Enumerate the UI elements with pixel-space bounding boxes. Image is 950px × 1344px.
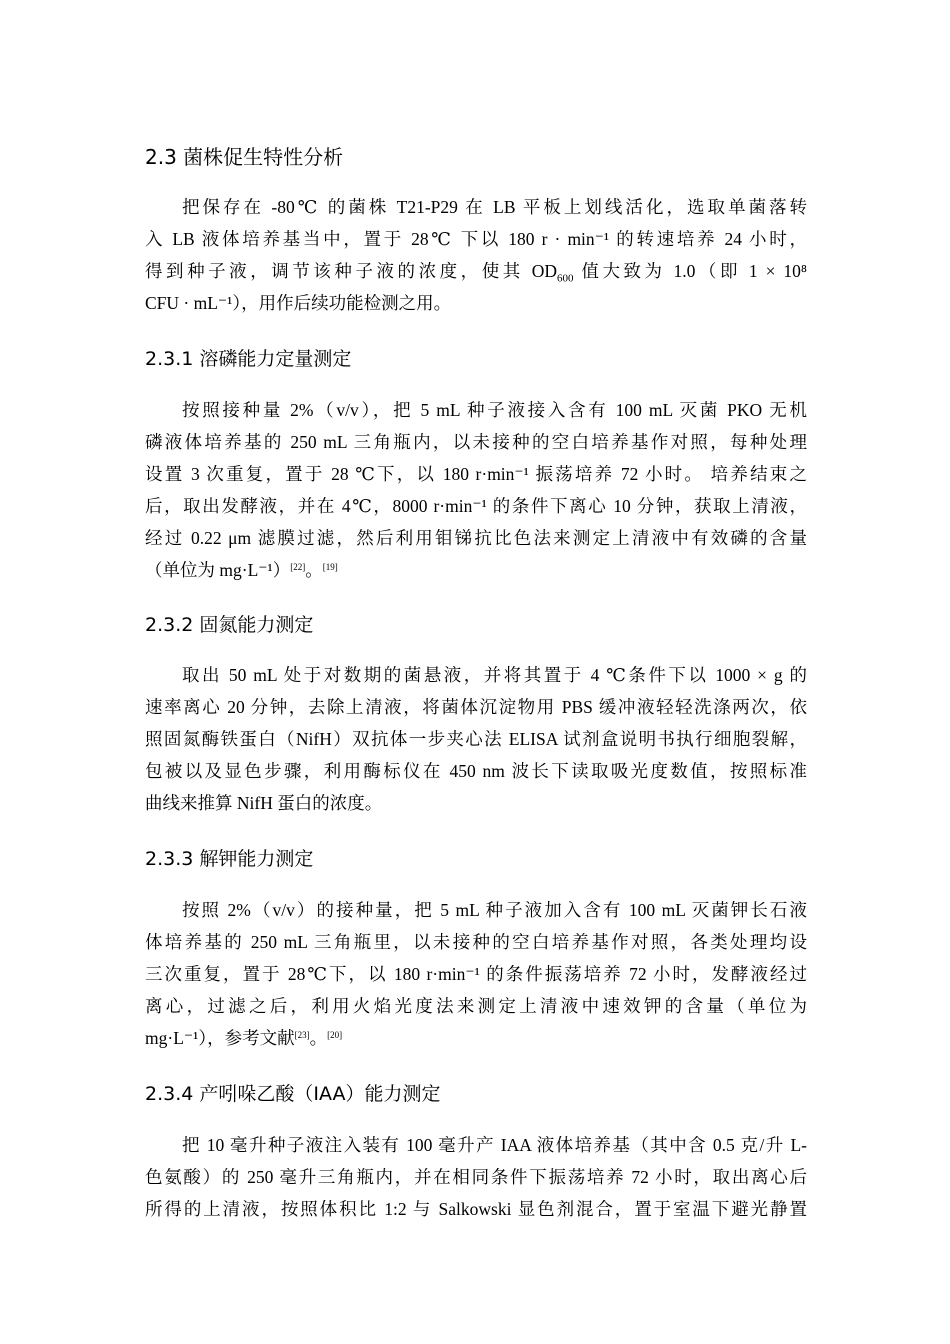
citation-ref: [20] bbox=[327, 1030, 343, 1040]
paragraph-line: 磷液体培养基的 250 mL 三角瓶内，以未接种的空白培养基作对照，每种处理 bbox=[145, 432, 807, 452]
paragraph-line: （单位为 mg·L⁻¹）[22]。[19] bbox=[145, 560, 338, 580]
paragraph-2-3 bbox=[145, 191, 807, 319]
paragraph-line: 三次重复，置于 28℃下，以 180 r·min⁻¹ 的条件振荡培养 72 小时，发酵液经过 bbox=[145, 964, 807, 984]
paragraph-line: 色氨酸）的 250 毫升三角瓶内，并在相同条件下振荡培养 72 小时，取出离心后 bbox=[145, 1167, 807, 1187]
subscript-600: 600 bbox=[556, 272, 574, 285]
section-heading-2-3-1: 2.3.1 溶磷能力定量测定 bbox=[145, 348, 352, 370]
paragraph-line: 离心，过滤之后，利用火焰光度法来测定上清液中速效钾的含量（单位为 bbox=[145, 996, 807, 1016]
paragraph-line: 后，取出发酵液，并在 4℃，8000 r·min⁻¹ 的条件下离心 10 分钟，获取上清液， bbox=[145, 496, 807, 516]
paragraph-line: 照固氮酶铁蛋白（NifH）双抗体一步夹心法 ELISA 试剂盒说明书执行细胞裂解， bbox=[145, 729, 807, 749]
section-heading-2-3-2: 2.3.2 固氮能力测定 bbox=[145, 614, 314, 636]
paragraph-line: 按照接种量 2%（v/v），把 5 mL 种子液接入含有 100 mL 灭菌 PKO 无机 bbox=[182, 400, 807, 420]
paragraph-line: 曲线来推算 NifH 蛋白的浓度。 bbox=[145, 793, 383, 813]
citation-ref: [22] bbox=[290, 562, 306, 572]
paragraph-line: 取出 50 mL 处于对数期的菌悬液，并将其置于 4 ℃条件下以 1000 × g 的 bbox=[182, 665, 807, 685]
paragraph-2-3-3 bbox=[145, 894, 807, 1054]
section-heading-2-3-4: 2.3.4 产吲哚乙酸（IAA）能力测定 bbox=[145, 1083, 441, 1105]
paragraph-2-3-1 bbox=[145, 394, 807, 586]
citation-ref: [23] bbox=[294, 1030, 310, 1040]
paragraph-line: CFU · mL⁻¹），用作后续功能检测之用。 bbox=[145, 293, 452, 313]
paragraph-line: 得到种子液，调节该种子液的浓度，使其 $OD_{600}$ 值大致为 1.0（即 1 × 10⁸ bbox=[145, 261, 807, 285]
paragraph-line: 体培养基的 250 mL 三角瓶里，以未接种的空白培养基作对照，各类处理均设 bbox=[145, 932, 807, 952]
paragraph-2-3-4 bbox=[145, 1129, 807, 1225]
paragraph-line: 设置 3 次重复，置于 28 ℃下，以 180 r·min⁻¹ 振荡培养 72 小时。 培养结束之 bbox=[145, 464, 807, 484]
paragraph-line: 按照 2%（v/v）的接种量，把 5 mL 种子液加入含有 100 mL 灭菌钾长石液 bbox=[182, 900, 807, 920]
paragraph-2-3-2 bbox=[145, 659, 807, 819]
paragraph-line: 所得的上清液，按照体积比 1:2 与 Salkowski 显色剂混合，置于室温下避光静置 bbox=[145, 1199, 807, 1219]
section-heading-2-3: 2.3 菌株促生特性分析 bbox=[145, 145, 344, 169]
paragraph-line: 把保存在 -80℃ 的菌株 T21-P29 在 LB 平板上划线活化，选取单菌落转 bbox=[182, 197, 807, 217]
paragraph-line: 经过 0.22 μm 滤膜过滤，然后利用钼锑抗比色法来测定上清液中有效磷的含量 bbox=[145, 528, 807, 548]
section-heading-2-3-3: 2.3.3 解钾能力测定 bbox=[145, 848, 314, 870]
paragraph-line: 包被以及显色步骤，利用酶标仪在 450 nm 波长下读取吸光度数值，按照标准 bbox=[145, 761, 807, 781]
citation-ref: [19] bbox=[322, 562, 338, 572]
paragraph-line: 入 LB 液体培养基当中，置于 28℃ 下以 180 r · min⁻¹ 的转速培养 24 小时， bbox=[145, 229, 807, 249]
paragraph-line: mg·L⁻¹），参考文献[23]。[20] bbox=[145, 1028, 343, 1048]
paragraph-line: 速率离心 20 分钟，去除上清液，将菌体沉淀物用 PBS 缓冲液轻轻洗涤两次，依 bbox=[145, 697, 807, 717]
paragraph-line: 把 10 毫升种子液注入装有 100 毫升产 IAA 液体培养基（其中含 0.5 克/升 L- bbox=[182, 1135, 807, 1155]
